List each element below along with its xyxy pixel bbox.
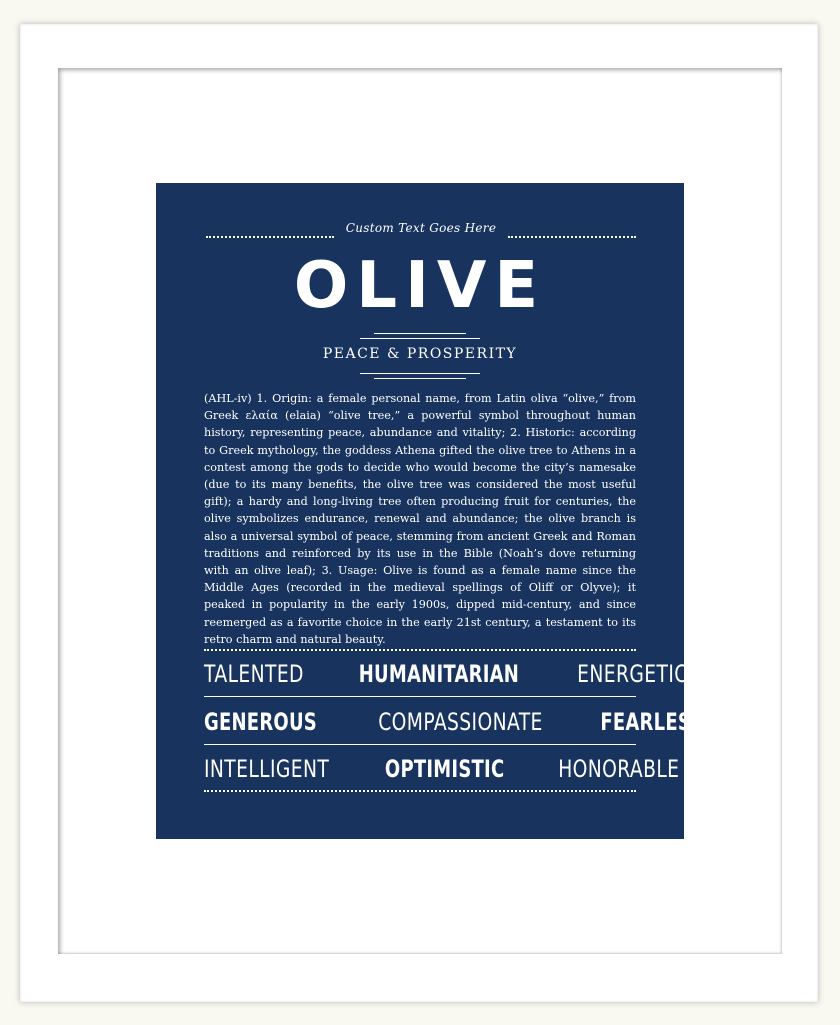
trait-word: ENERGETIC	[577, 660, 688, 688]
dotted-divider-traits-top	[204, 649, 636, 651]
trait-word: INTELLIGENT	[204, 755, 330, 783]
trait-word: HUMANITARIAN	[358, 660, 520, 688]
trait-word: GENEROUS	[204, 708, 317, 736]
custom-text: Custom Text Goes Here	[345, 221, 497, 235]
dotted-divider-right	[508, 236, 636, 238]
name-definition: (AHL-iv) 1. Origin: a female personal name, from Latin oliva “olive,” from Greek ελαία (elaia) “olive tree,” a powerful symbol throughout human history, representing peace, abundance and vitality; 2. Historic: according to Greek mythology, the goddess Athena gifted the olive tree to Athens in a contest among the gods to decide who would become the city’s namesake (due to its many benefits, the olive tree was considered the most useful gift); a hardy and long-living tree often producing fruit for centuries, the olive symbolizes endurance, renewal and abundance; the olive branch is also a universal symbol of peace, stemming from ancient Greek and Roman traditions and reinforced by its use in the Bible (Noah’s dove returning with an olive leaf); 3. Usage: Olive is found as a female name since the Middle Ages (recorded in the medieval spellings of Oliff or Olyve); it peaked in popularity in the early 1900s, dipped mid-century, and since reemerged as a favorite choice in the early 21st century, a testament to its retro charm and natural beauty.	[204, 392, 636, 646]
rule-below-meaning-1	[360, 373, 480, 374]
name-poster	[156, 183, 704, 839]
trait-word: OPTIMISTIC	[384, 755, 504, 783]
dotted-divider-traits-bottom	[204, 790, 636, 792]
traits-row-3	[204, 752, 680, 786]
rule-below-meaning-2	[374, 378, 466, 379]
trait-word: COMPASSIONATE	[377, 708, 543, 736]
traits-row-1	[204, 657, 688, 691]
dotted-divider-left	[206, 236, 334, 238]
name-meaning: PEACE & PROSPERITY	[322, 346, 518, 362]
rule-above-meaning-1	[374, 333, 466, 334]
poster-name: OLIVE	[293, 249, 547, 323]
traits-row-2	[204, 705, 704, 739]
trait-word: FEARLESS	[599, 708, 704, 736]
trait-word: TALENTED	[204, 660, 304, 688]
traits-row-divider	[204, 696, 636, 697]
trait-word: HONORABLE	[558, 755, 680, 783]
rule-above-meaning-2	[360, 338, 480, 339]
traits-row-divider	[204, 744, 636, 745]
custom-text-row	[206, 221, 636, 241]
